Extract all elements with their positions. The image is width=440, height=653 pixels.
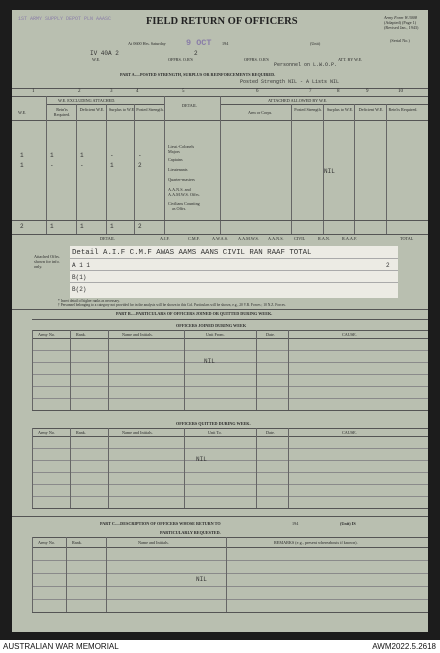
date-stamp: 9 OCT <box>186 38 212 48</box>
col-head-surplus: Surplus to W.E. <box>108 107 136 112</box>
col-head-detail: DETAIL <box>182 103 197 108</box>
joined-col-date: Date. <box>266 332 275 337</box>
sh-cmf: C.M.F. <box>188 236 200 241</box>
total-posted: 2 <box>138 223 142 230</box>
joined-col-unit-from: Unit From. <box>206 332 225 337</box>
footnote-1: * Insert detail of higher ranks as necessary. <box>58 299 120 303</box>
row2-posted: 2 <box>138 162 142 169</box>
joined-title: OFFICERS JOINED DURING WEEK <box>176 323 247 328</box>
sh-detail: DETAIL <box>100 236 115 241</box>
quitted-col-name: Name and Initials. <box>122 430 153 435</box>
row1-posted: - <box>138 152 142 159</box>
col-head-reints: Rein'ts Required. <box>53 107 71 117</box>
detail-aamws: A.A.M.W.S. Offrs. <box>168 192 200 197</box>
offrs-ors-label-1: OFFRS. O.R'S <box>168 57 193 62</box>
offrs-value: 2 <box>194 50 198 57</box>
posted-nil-note: Posted Strength NIL - A Lists NIL <box>240 79 340 85</box>
form-number: Army Form W.3008 <box>384 15 417 20</box>
detail-lieutenants: Lieutenants <box>168 167 188 172</box>
sh-raaf: R.A.A.F. <box>342 236 358 241</box>
attached-info-label: Attached Offrs. shown for info. only. <box>34 254 60 269</box>
part-b-title: PART B.—PARTICULARS OF OFFICERS JOINED OR QUITTED DURING WEEK. <box>116 311 273 316</box>
footer-accession: AWM2022.5.2618 <box>372 642 436 651</box>
col-head-posted: Posted Strength. <box>136 107 164 112</box>
unit-label: (Unit) <box>310 41 321 46</box>
col-num-5: 5 <box>182 89 185 94</box>
quitted-nil: NIL <box>196 456 207 463</box>
sh-aif: A.I.F. <box>160 236 170 241</box>
col-head-surplus-att: Surplus to W.E. <box>326 107 354 112</box>
total-surplus: 1 <box>110 223 114 230</box>
part-a-title: PART A.—POSTED STRENGTH, SURPLUS OR REINFORCEMENTS REQUIRED. <box>120 72 276 77</box>
col-num-3: 3 <box>110 89 113 94</box>
unit-stamp: 1ST ARMY SUPPLY DEPOT PLN AAASC <box>18 16 112 22</box>
typed-total: 2 <box>386 262 390 269</box>
row1-surplus: - <box>110 152 114 159</box>
joined-col-rank: Rank. <box>76 332 86 337</box>
serial-label: (Serial No.) <box>390 38 410 43</box>
col-head-deficient: Deficient W.E. <box>79 107 105 112</box>
detail-captains: Captains <box>168 157 183 162</box>
col-head-reints-att: Rein'ts Required. <box>388 107 418 112</box>
row2-surplus: 1 <box>110 162 114 169</box>
quitted-col-unit-to: Unit To. <box>208 430 222 435</box>
c-col-armyno: Army No. <box>38 540 55 545</box>
sh-ran: R.A.N. <box>318 236 330 241</box>
typed-row-b1: B(1) <box>72 274 87 281</box>
sh-total: TOTAL <box>400 236 414 241</box>
part-c-year: 194 <box>292 521 299 526</box>
sh-civil: CIVIL <box>294 236 306 241</box>
form-title: FIELD RETURN OF OFFICERS <box>146 16 298 27</box>
joined-col-name: Name and Initials. <box>122 332 153 337</box>
col-head-arm-corps: Arm or Corps. <box>248 110 273 115</box>
quitted-col-armyno: Army No. <box>38 430 55 435</box>
col-num-10: 10 <box>398 89 403 94</box>
detail-as-offrs: as Offrs. <box>172 206 187 211</box>
total-we: 2 <box>20 223 24 230</box>
c-col-rank: Rank. <box>72 540 82 545</box>
sh-aans: A.A.N.S. <box>268 236 284 241</box>
we-excluding-header: W.E. EXCLUDING ATTACHED. <box>58 98 116 103</box>
quitted-col-rank: Rank. <box>76 430 86 435</box>
footer-institution: AUSTRALIAN WAR MEMORIAL <box>3 642 119 651</box>
we-value: IV 40A 2 <box>90 50 119 57</box>
offrs-ors-label-2: OFFRS. O.R'S <box>244 57 269 62</box>
col-num-8: 8 <box>337 89 340 94</box>
row2-reints: - <box>50 162 54 169</box>
detail-lt-colonels: Lieut.-Colonels <box>168 144 195 149</box>
detail-quartermasters: Quarter-masters <box>168 177 195 182</box>
quitted-col-cause: CAUSE. <box>342 430 357 435</box>
joined-col-armyno: Army No. <box>38 332 55 337</box>
c-col-name: Name and Initials. <box>138 540 169 545</box>
quitted-col-date: Date. <box>266 430 275 435</box>
part-c-requested: PARTICULARLY REQUESTED. <box>160 530 221 535</box>
pasted-strength-slip <box>70 246 398 298</box>
row1-reints: 1 <box>50 152 54 159</box>
form-adapted: (Adapted) (Page 1) <box>384 20 417 25</box>
detail-civilians: Civilians Counting <box>168 201 200 206</box>
year-label: 194 <box>222 41 229 46</box>
col-num-9: 9 <box>366 89 369 94</box>
part-c-title: PART C.—DESCRIPTION OF OFFICERS WHOSE RETURN TO <box>100 521 221 526</box>
detail-aans: A.A.N.S. and <box>168 187 191 192</box>
col-head-posted-att: Posted Strength. <box>294 107 322 112</box>
typed-strength-header: Detail A.I.F C.M.F AWAS AAMS AANS CIVIL RAN RAAF TOTAL <box>72 249 312 257</box>
col-num-7: 7 <box>309 89 312 94</box>
hours-label: At 0600 Hrs. Saturday <box>128 41 166 46</box>
col-head-deficient-att: Deficient W.E. <box>358 107 384 112</box>
personnel-lwop: Personnel on L.W.O.P. <box>274 62 338 68</box>
part-c-nil: NIL <box>196 576 207 583</box>
c-col-remarks: REMARKS (e.g., present whereabouts if known). <box>274 540 358 545</box>
quitted-title: OFFICERS QUITTED DURING WEEK. <box>176 421 251 426</box>
typed-row-a: A 1 1 <box>72 262 91 269</box>
col-num-2: 2 <box>78 89 81 94</box>
joined-col-cause: CAUSE. <box>342 332 357 337</box>
col-num-1: 1 <box>32 89 35 94</box>
detail-majors: Majors <box>168 149 180 154</box>
footnote-2: † Personnel belonging to a category not provided for in the analysis will be shown in this Col. Particulars will be shown, e.g., 20 V.R. Forces ; 10 N.Z. Forces. <box>58 303 286 307</box>
archive-footer <box>0 640 440 653</box>
sh-awas: A.W.A.S. <box>212 236 229 241</box>
typed-row-b2: B(2) <box>72 286 87 293</box>
total-reints: 1 <box>50 223 54 230</box>
form-paper <box>12 10 428 632</box>
row2-deficient: - <box>80 162 84 169</box>
col-num-4: 4 <box>136 89 139 94</box>
row2-we: 1 <box>20 162 24 169</box>
att-by-we-label: ATT. BY W.E. <box>338 57 363 62</box>
sh-aamws: A.A.M.W.S. <box>238 236 259 241</box>
joined-nil: NIL <box>204 358 215 365</box>
row1-we: 1 <box>20 152 24 159</box>
row1-deficient: 1 <box>80 152 84 159</box>
total-deficient: 1 <box>80 223 84 230</box>
attached-header: ATTACHED ALLOWED BY W.E. <box>268 98 328 103</box>
form-revised: (Revised Jan., 1943) <box>384 25 419 30</box>
attached-nil: NIL <box>324 168 335 175</box>
col-num-6: 6 <box>256 89 259 94</box>
col-head-we: W.E. <box>18 110 27 115</box>
we-label: W.E. <box>92 57 101 62</box>
part-c-unit: (Unit) IS <box>340 521 356 526</box>
